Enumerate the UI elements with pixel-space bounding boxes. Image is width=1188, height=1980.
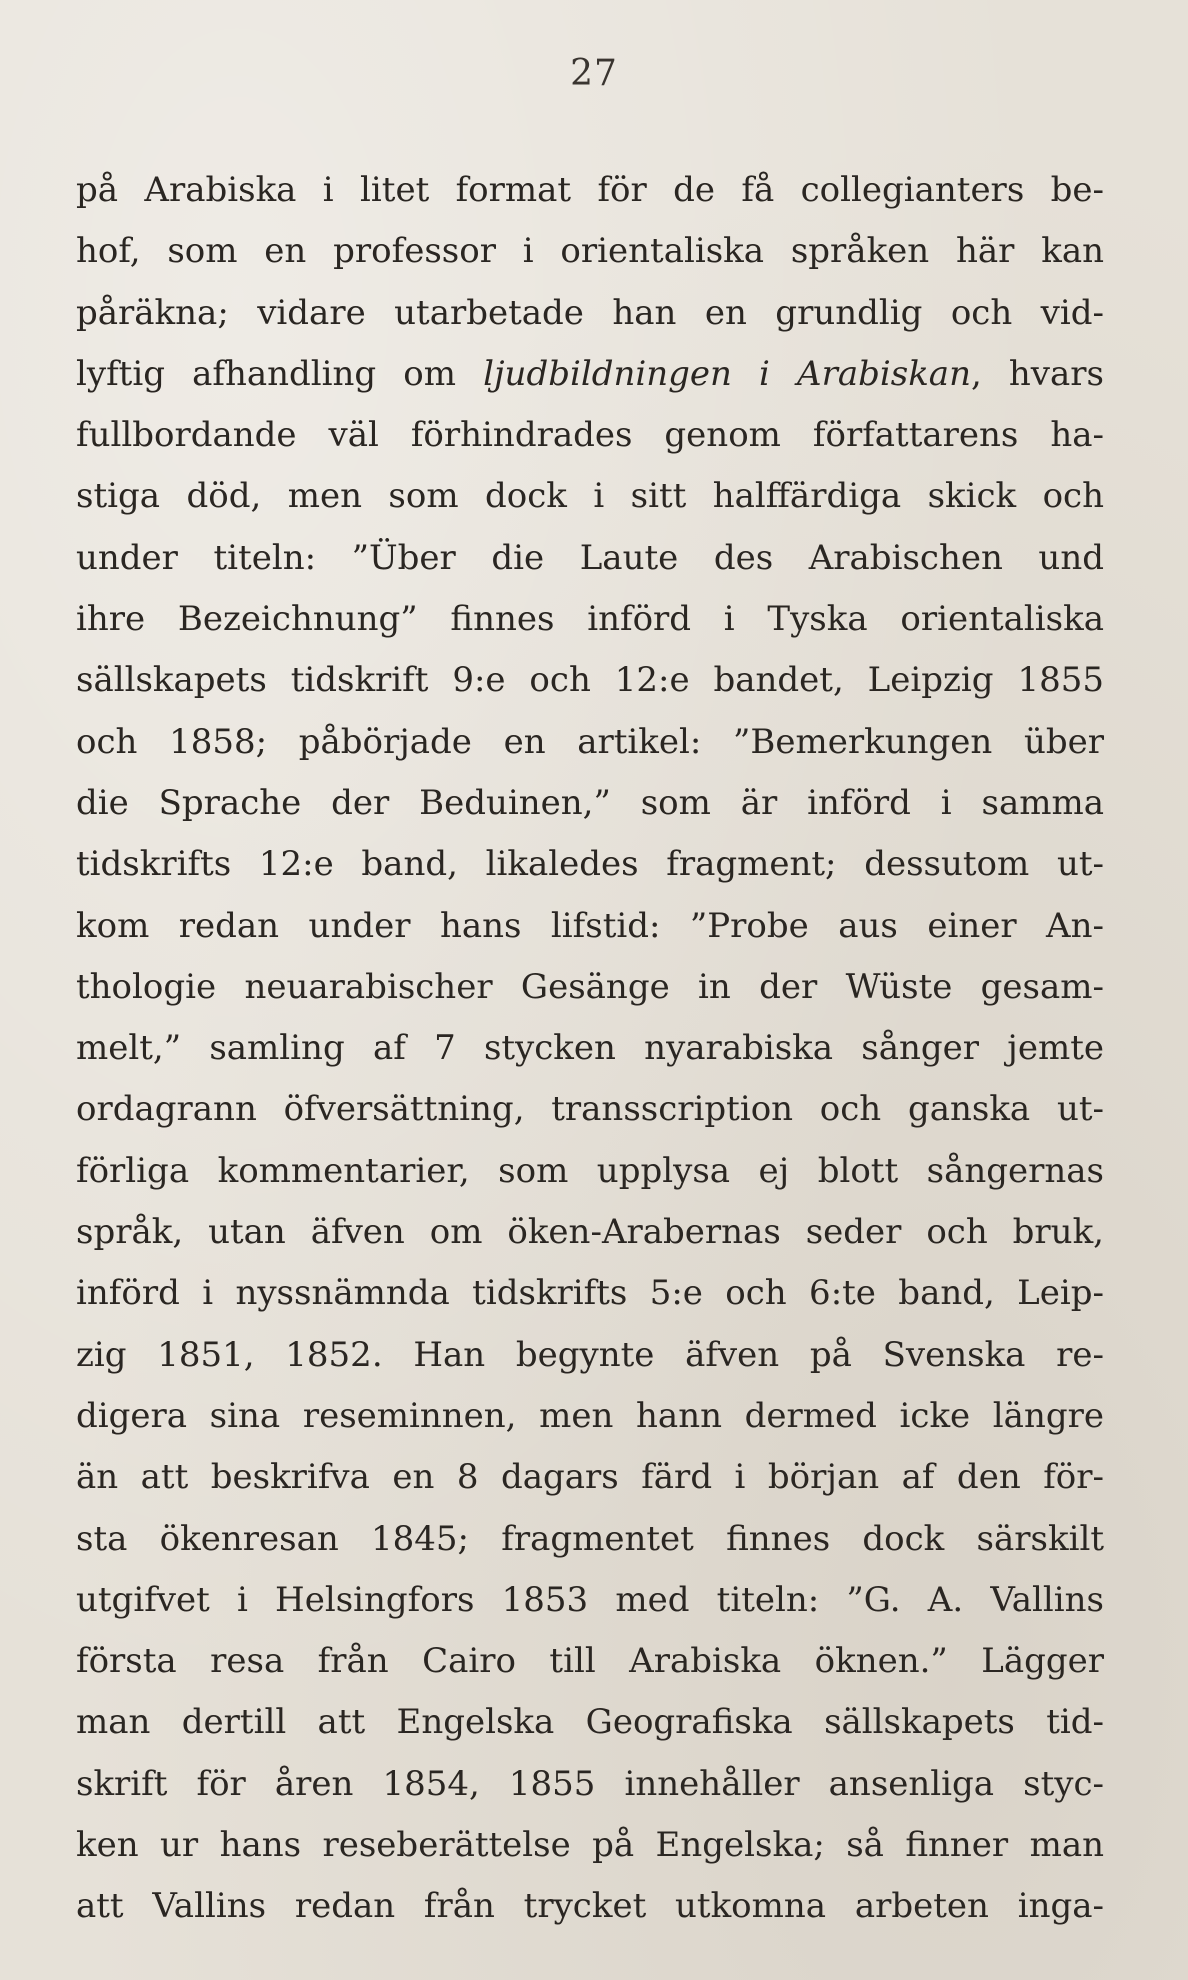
line-text: , hvars (970, 353, 1104, 394)
line-text: melt,” samling af 7 stycken nyarabiska sånger jemte (76, 1028, 1104, 1069)
text-line (76, 834, 1104, 895)
text-line (76, 221, 1104, 282)
line-text: ordagrann öfversättning, transscription och ganska ut- (76, 1089, 1104, 1130)
text-line (76, 1570, 1104, 1631)
text-line (76, 283, 1104, 344)
text-line (76, 1754, 1104, 1815)
line-text: fullbordande väl förhindrades genom författarens ha- (76, 415, 1104, 456)
text-line (76, 896, 1104, 957)
line-text: stiga död, men som dock i sitt halffärdiga skick och (76, 476, 1104, 517)
text-line (76, 1509, 1104, 1570)
text-line (76, 1141, 1104, 1202)
text-line (76, 773, 1104, 834)
line-text: påräkna; vidare utarbetade han en grundlig och vid- (76, 292, 1104, 333)
line-text: att Vallins redan från trycket utkomna arbeten inga- (76, 1886, 1104, 1927)
text-line (76, 160, 1104, 221)
line-text: tidskrifts 12:e band, likaledes fragment; dessutom ut- (76, 844, 1104, 885)
line-text: sta ökenresan 1845; fragmentet finnes dock särskilt (76, 1518, 1104, 1559)
text-line (76, 1202, 1104, 1263)
text-line (76, 1018, 1104, 1079)
line-text: thologie neuarabischer Gesänge in der Wüste gesam- (76, 966, 1104, 1007)
line-text: under titeln: ”Über die Laute des Arabischen und (76, 537, 1104, 578)
line-text: förliga kommentarier, som upplysa ej blott sångernas (76, 1150, 1104, 1191)
line-text: man dertill att Engelska Geografiska sällskapets tid- (76, 1702, 1104, 1743)
text-line (76, 344, 1104, 405)
line-text: på Arabiska i litet format för de få collegianters be- (76, 170, 1104, 210)
line-text: språk, utan äfven om öken-Arabernas seder och bruk, (76, 1212, 1104, 1253)
line-text: hof, som en professor i orientaliska språken här kan (76, 231, 1104, 272)
body-text (76, 160, 1104, 1938)
text-line (76, 1079, 1104, 1140)
text-line (76, 1631, 1104, 1692)
text-line (76, 1876, 1104, 1937)
line-text: utgifvet i Helsingfors 1853 med titeln: ”G. A. Vallins (76, 1579, 1104, 1620)
line-text: die Sprache der Beduinen,” som är införd i samma (76, 782, 1104, 823)
text-line (76, 405, 1104, 466)
text-line (76, 1447, 1104, 1508)
text-line (76, 1325, 1104, 1386)
text-line (76, 1692, 1104, 1753)
text-line (76, 957, 1104, 1018)
line-text: zig 1851, 1852. Han begynte äfven på Svenska re- (76, 1334, 1104, 1375)
text-line (76, 466, 1104, 527)
text-line (76, 1386, 1104, 1447)
line-text: och 1858; påbörjade en artikel: ”Bemerkungen über (76, 721, 1104, 762)
line-text: första resa från Cairo till Arabiska öknen.” Lägger (76, 1641, 1104, 1682)
text-line (76, 712, 1104, 773)
line-text: sällskapets tidskrift 9:e och 12:e bandet, Leipzig 1855 (76, 660, 1104, 701)
line-text: kom redan under hans lifstid: ”Probe aus einer An- (76, 905, 1104, 946)
text-line (76, 528, 1104, 589)
line-text: digera sina reseminnen, men hann dermed icke längre (76, 1395, 1104, 1436)
text-line (76, 1815, 1104, 1876)
line-text: än att beskrifva en 8 dagars färd i början af den för- (76, 1457, 1104, 1498)
text-line (76, 650, 1104, 711)
line-text: lyftig afhandling om (76, 353, 484, 394)
line-text: införd i nyssnämnda tidskrifts 5:e och 6:te band, Leip- (76, 1273, 1104, 1314)
text-line (76, 1263, 1104, 1324)
text-line (76, 589, 1104, 650)
line-text: ihre Bezeichnung” finnes införd i Tyska orientaliska (76, 599, 1104, 640)
line-text: skrift för åren 1854, 1855 innehåller ansenliga styc- (76, 1763, 1104, 1804)
italic-title: ljudbildningen i Arabiskan (483, 353, 971, 394)
line-text: ken ur hans reseberättelse på Engelska; så finner man (76, 1825, 1104, 1866)
page-number: 27 (570, 53, 618, 94)
